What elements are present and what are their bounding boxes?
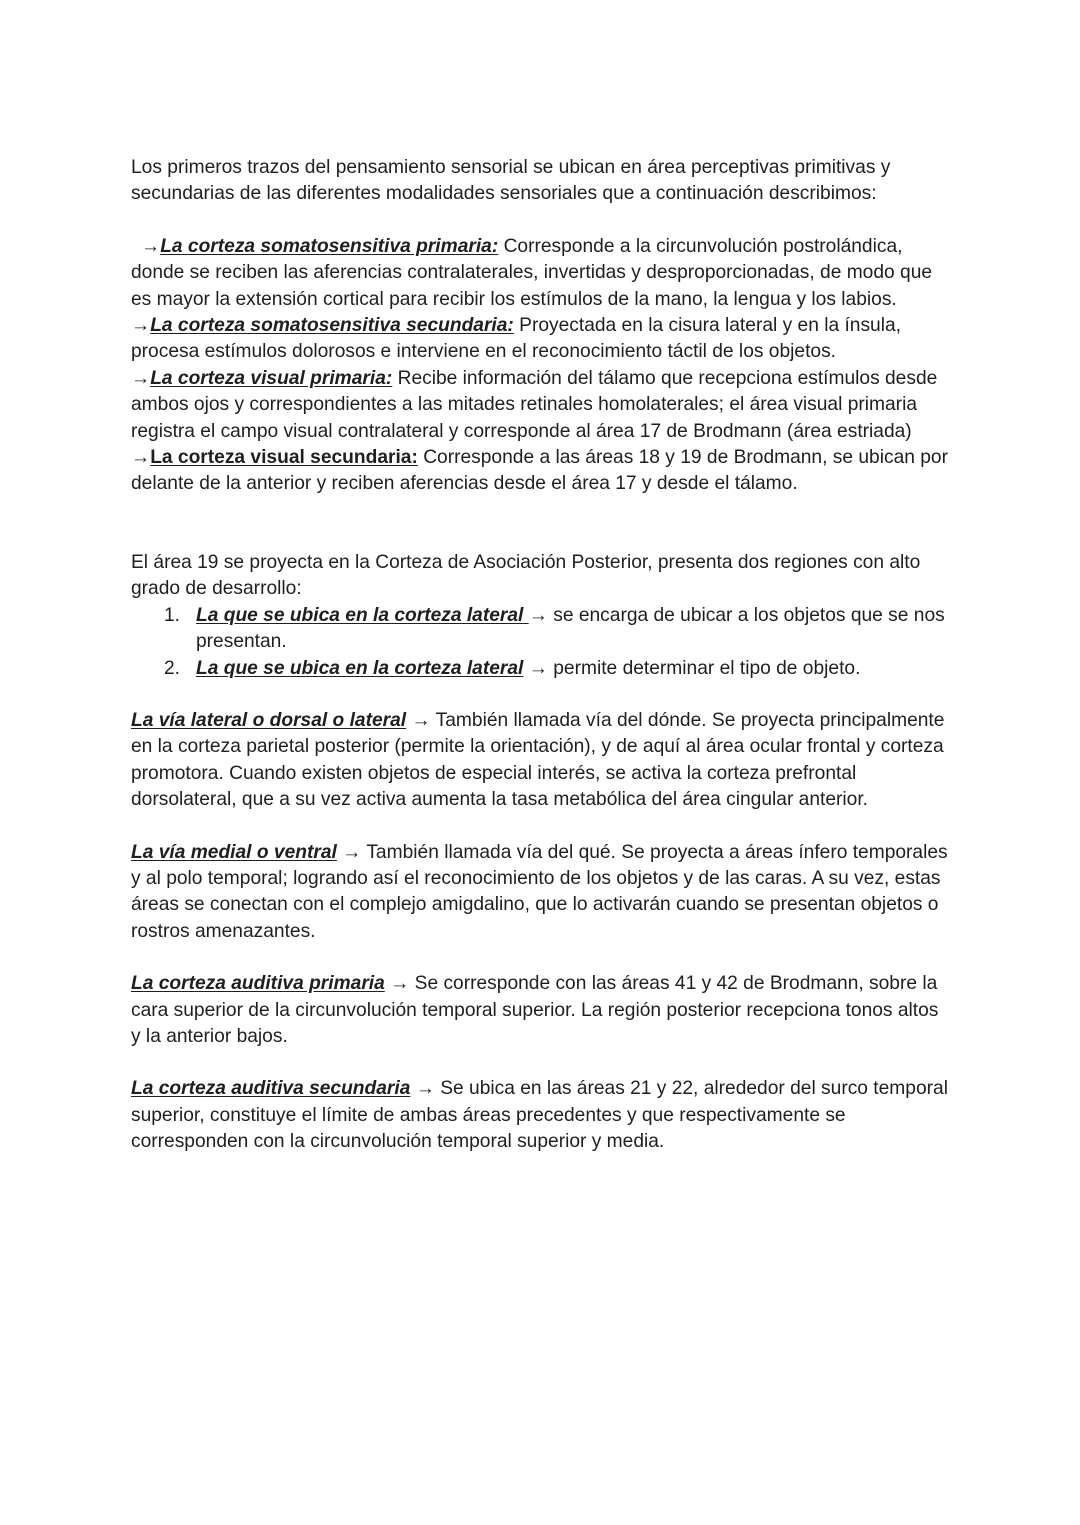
- spacer: [131, 1050, 951, 1076]
- term-label: La corteza visual primaria:: [150, 367, 393, 389]
- term-description: Se ubica en las áreas 21 y 22, alrededor del surco temporal superior, constituye el límite de ambas áreas precedentes y que respectivamente se corresponden con la circunvolución temporal superior y media.: [131, 1078, 948, 1153]
- arrow-icon: →: [131, 447, 151, 469]
- list-item: [131, 656, 951, 682]
- arrow-icon: →: [528, 604, 548, 626]
- term-label: La que se ubica en la corteza lateral: [196, 604, 529, 626]
- term-label: La vía medial o ventral: [131, 841, 337, 863]
- spacer: [131, 945, 951, 971]
- term-description: Corresponde a las áreas 18 y 19 de Brodmann, se ubican por delante de la anterior y reciben aferencias desde el área 17 y desde el tálamo.: [131, 447, 948, 495]
- arrow-icon: →: [131, 367, 151, 389]
- pathway-dorsal: [131, 708, 951, 814]
- spacer: [131, 208, 951, 234]
- term-description: También llamada vía del qué. Se proyecta a áreas ínfero temporales y al polo temporal; logrando así el reconocimiento de los objetos y de las caras. A su vez, estas áreas se conectan con el complejo amigdalino, que lo activarán cuando se presentan objetos o rostros amenazantes.: [131, 841, 948, 942]
- spacer: [131, 814, 951, 840]
- auditory-secondary: [131, 1076, 951, 1155]
- term-label: La vía lateral o dorsal o lateral: [131, 709, 407, 731]
- term-label: La corteza auditiva secundaria: [131, 1078, 411, 1100]
- term-colon: :: [411, 447, 418, 469]
- arrow-icon: →: [342, 841, 362, 863]
- term-description: Se corresponde con las áreas 41 y 42 de Brodmann, sobre la cara superior de la circunvolución temporal superior. La región posterior recepciona tonos altos y la anterior bajos.: [131, 973, 939, 1047]
- arrow-icon: →: [411, 709, 431, 731]
- term-description: Proyectada en la cisura lateral y en la ínsula, procesa estímulos dolorosos e interviene en el reconocimiento táctil de los objetos.: [131, 315, 901, 363]
- document-page: [131, 155, 951, 1156]
- area19-list: [131, 603, 951, 682]
- term-label: La corteza visual secundaria: [150, 447, 412, 469]
- spacer: [131, 682, 951, 708]
- term-description: Recibe información del tálamo que recepciona estímulos desde ambos ojos y correspondientes a las mitades retinales homolaterales; el área visual primaria registra el campo visual contralateral y corresponde al área 17 de Brodmann (área estriada): [131, 367, 938, 442]
- arrow-icon: →: [131, 315, 151, 337]
- intro-paragraph: Los primeros trazos del pensamiento sensorial se ubican en área perceptivas primitivas y secundarias de las diferentes modalidades sensoriales que a continuación describimos:: [131, 157, 891, 205]
- arrow-icon: →: [390, 973, 410, 995]
- term-label: La que se ubica en la corteza lateral: [196, 657, 524, 679]
- term-description: permite determinar el tipo de objeto.: [547, 657, 861, 679]
- term-label: La corteza somatosensitiva primaria:: [160, 235, 499, 257]
- term-description: Corresponde a la circunvolución postrolándica, donde se reciben las aferencias contralaterales, invertidas y desproporcionadas, de modo que es mayor la extensión cortical para recibir los estímulos de la mano, la lengua y los labios.: [131, 235, 933, 310]
- pathway-ventral: [131, 840, 951, 946]
- arrow-icon: →: [141, 235, 161, 257]
- term-label: La corteza somatosensitiva secundaria:: [150, 315, 514, 337]
- arrow-icon: →: [528, 657, 548, 679]
- auditory-primary: [131, 971, 951, 1050]
- cortex-item-visual-secondary: [131, 445, 951, 498]
- cortex-item-visual-primary: [131, 366, 951, 445]
- list-number: 2.: [164, 657, 181, 679]
- term-description: También llamada vía del dónde. Se proyecta principalmente en la corteza parietal posterior (permite la orientación), y de aquí al área ocular frontal y corteza promotora. Cuando existen objetos de especial interés, se activa la corteza prefrontal dorsolateral, que a su vez activa aumenta la tasa metabólica del área cingular anterior.: [131, 709, 945, 811]
- cortex-item-somatosensory-secondary: [131, 313, 951, 366]
- area19-paragraph: El área 19 se proyecta en la Corteza de Asociación Posterior, presenta dos regiones con alto grado de desarrollo:: [131, 551, 921, 600]
- list-item: [131, 603, 951, 656]
- term-label: La corteza auditiva primaria: [131, 973, 385, 995]
- list-number: 1.: [164, 604, 181, 626]
- cortex-item-somatosensory-primary: [131, 234, 951, 313]
- spacer: [131, 498, 951, 550]
- term-description: se encarga de ubicar a los objetos que se nos presentan.: [196, 604, 945, 653]
- arrow-icon: →: [415, 1078, 435, 1100]
